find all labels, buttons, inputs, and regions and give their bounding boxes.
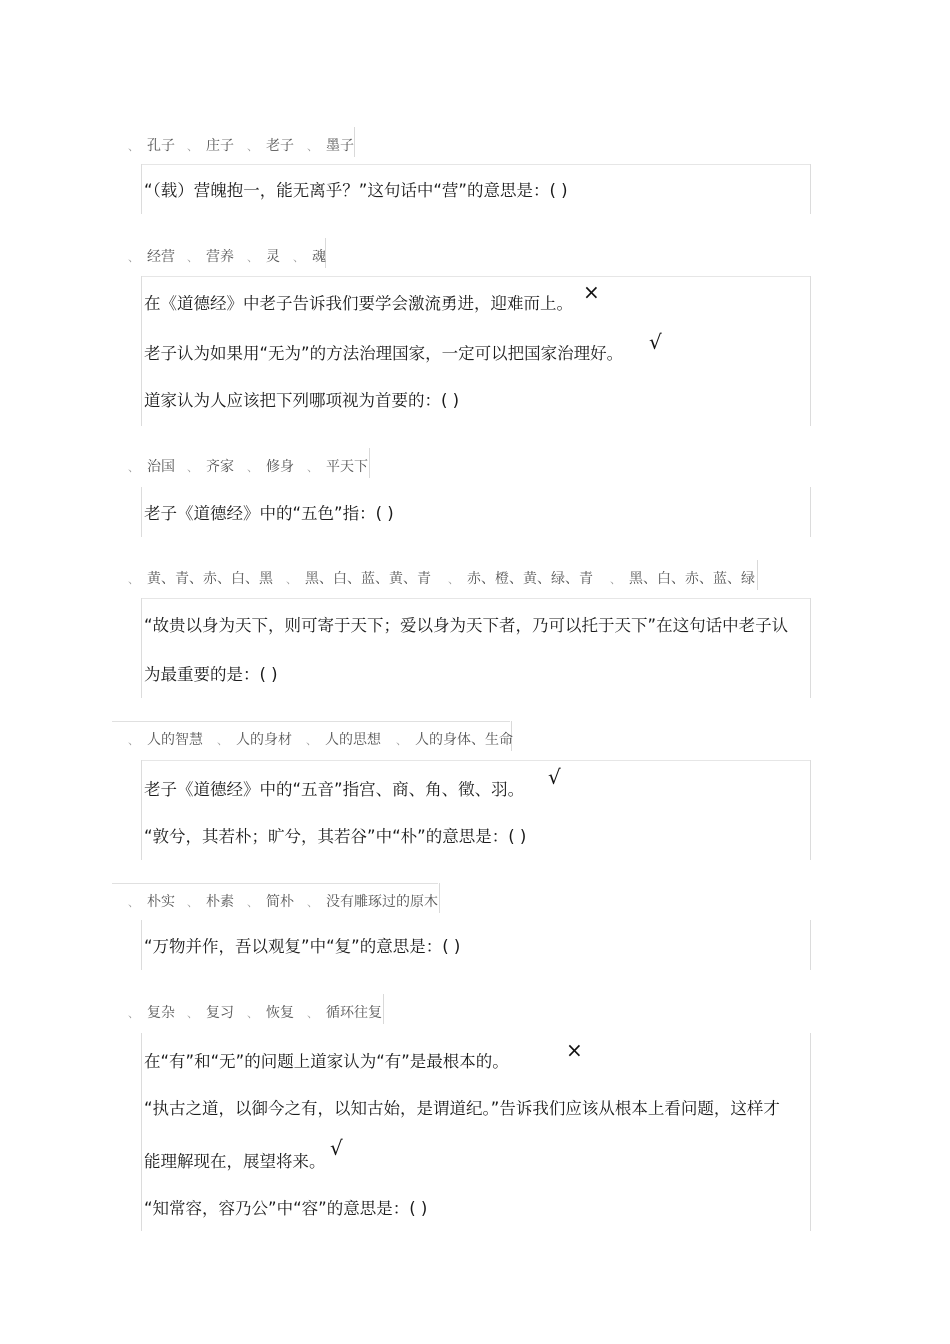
option-mark: 、: [128, 140, 139, 153]
question-box: [141, 276, 811, 426]
options-row: [118, 883, 442, 913]
option[interactable]: [128, 135, 175, 155]
option-mark: 、: [306, 734, 317, 747]
judge-statement: 在《道德经》中老子告诉我们要学会激流勇进，迎难而上。: [144, 294, 573, 313]
option-mark: 、: [128, 573, 139, 586]
option-label: 朴实: [147, 894, 175, 910]
wrong-mark-icon: ×: [583, 280, 600, 304]
question-text: “敦兮，其若朴；旷兮，其若谷”中“朴”的意思是：( ): [144, 827, 527, 846]
option-label: 恢复: [266, 1005, 294, 1021]
option-label: 赤、橙、黄、绿、青: [467, 571, 593, 587]
option[interactable]: [217, 729, 292, 749]
judge-statement: 在“有”和“无”的问题上道家认为“有”是最根本的。: [144, 1052, 509, 1071]
option[interactable]: [128, 568, 273, 588]
option-label: 没有雕琢过的原木: [326, 894, 438, 910]
question-text: “故贵以身为天下，则可寄于天下；爱以身为天下者，乃可以托于天下”在这句话中老子认: [144, 616, 789, 635]
option[interactable]: [187, 1002, 234, 1022]
question-text: 为最重要的是：( ): [144, 665, 278, 684]
option[interactable]: [247, 1002, 294, 1022]
option[interactable]: [187, 456, 234, 476]
option-mark: 、: [293, 251, 304, 264]
option-label: 黑、白、蓝、黄、青: [305, 571, 431, 587]
option-label: 墨子: [326, 138, 354, 154]
option-label: 孔子: [147, 138, 175, 154]
option-label: 灵: [266, 249, 280, 265]
option-mark: 、: [128, 1007, 139, 1020]
option-label: 人的身体、生命: [415, 732, 513, 748]
option-label: 循环往复: [326, 1005, 382, 1021]
option-mark: 、: [247, 251, 258, 264]
option[interactable]: [247, 135, 294, 155]
option-label: 人的智慧: [147, 732, 203, 748]
option-mark: 、: [128, 734, 139, 747]
option[interactable]: [610, 568, 755, 588]
question-text: 道家认为人应该把下列哪项视为首要的：( ): [144, 391, 460, 410]
option-mark: 、: [396, 734, 407, 747]
option-label: 营养: [206, 249, 234, 265]
option[interactable]: [247, 891, 294, 911]
question-text: “（载）营魄抱一，能无离乎？”这句话中“营”的意思是：( ): [144, 181, 568, 200]
option-label: 黄、青、赤、白、黑: [147, 571, 273, 587]
option-mark: 、: [128, 251, 139, 264]
option-mark: 、: [247, 140, 258, 153]
option-mark: 、: [187, 461, 198, 474]
options-row: [118, 721, 514, 751]
options-row: [118, 238, 328, 268]
correct-mark-icon: √: [330, 1136, 343, 1160]
option-mark: 、: [247, 461, 258, 474]
question-text: 老子《道德经》中的“五色”指：( ): [144, 504, 394, 523]
option-label: 修身: [266, 459, 294, 475]
judge-statement: 能理解现在，展望将来。: [144, 1152, 326, 1171]
option-mark: 、: [187, 251, 198, 264]
option-mark: 、: [187, 1007, 198, 1020]
option-label: 朴素: [206, 894, 234, 910]
option-mark: 、: [448, 573, 459, 586]
option[interactable]: [307, 891, 438, 911]
option[interactable]: [396, 729, 513, 749]
option-mark: 、: [307, 1007, 318, 1020]
option[interactable]: [307, 456, 368, 476]
option[interactable]: [306, 729, 381, 749]
option-label: 魂: [312, 249, 326, 265]
option-label: 人的身材: [236, 732, 292, 748]
option-mark: 、: [286, 573, 297, 586]
option-label: 人的思想: [325, 732, 381, 748]
question-box: [141, 1033, 811, 1231]
option[interactable]: [307, 135, 354, 155]
option-label: 庄子: [206, 138, 234, 154]
option-mark: 、: [247, 896, 258, 909]
option[interactable]: [128, 891, 175, 911]
options-row: [118, 560, 760, 590]
wrong-mark-icon: ×: [566, 1038, 583, 1062]
option-mark: 、: [247, 1007, 258, 1020]
option-label: 复杂: [147, 1005, 175, 1021]
question-box: [141, 920, 811, 970]
option[interactable]: [128, 729, 203, 749]
question-box: [141, 164, 811, 214]
option-mark: 、: [307, 461, 318, 474]
option[interactable]: [247, 246, 280, 266]
option-label: 齐家: [206, 459, 234, 475]
option[interactable]: [286, 568, 431, 588]
option-label: 平天下: [326, 459, 368, 475]
option-label: 老子: [266, 138, 294, 154]
correct-mark-icon: √: [649, 330, 662, 354]
option-label: 经营: [147, 249, 175, 265]
options-row: [118, 127, 358, 157]
option-mark: 、: [187, 896, 198, 909]
option[interactable]: [187, 891, 234, 911]
option[interactable]: [187, 135, 234, 155]
option-mark: 、: [217, 734, 228, 747]
judge-statement: 老子《道德经》中的“五音”指宫、商、角、徵、羽。: [144, 780, 525, 799]
option-mark: 、: [307, 140, 318, 153]
question-text: “万物并作，吾以观复”中“复”的意思是：( ): [144, 937, 461, 956]
option-label: 黑、白、赤、蓝、绿: [629, 571, 755, 587]
option[interactable]: [247, 456, 294, 476]
option[interactable]: [448, 568, 593, 588]
option-label: 复习: [206, 1005, 234, 1021]
option[interactable]: [128, 1002, 175, 1022]
option[interactable]: [128, 246, 175, 266]
option-mark: 、: [187, 140, 198, 153]
option[interactable]: [187, 246, 234, 266]
options-row: [118, 448, 372, 478]
option-label: 治国: [147, 459, 175, 475]
question-box: [141, 760, 811, 860]
option-mark: 、: [128, 896, 139, 909]
option-mark: 、: [128, 461, 139, 474]
options-row: [118, 994, 386, 1024]
option[interactable]: [128, 456, 175, 476]
option-mark: 、: [610, 573, 621, 586]
option[interactable]: [293, 246, 326, 266]
question-text: “知常容，容乃公”中“容”的意思是：( ): [144, 1199, 428, 1218]
judge-statement: 老子认为如果用“无为”的方法治理国家，一定可以把国家治理好。: [144, 344, 624, 363]
option[interactable]: [307, 1002, 382, 1022]
option-mark: 、: [307, 896, 318, 909]
option-label: 简朴: [266, 894, 294, 910]
correct-mark-icon: √: [548, 765, 561, 789]
question-box: [141, 487, 811, 537]
question-box: [141, 598, 811, 698]
judge-statement: “执古之道，以御今之有，以知古始，是谓道纪。”告诉我们应该从根本上看问题，这样才: [144, 1099, 780, 1118]
